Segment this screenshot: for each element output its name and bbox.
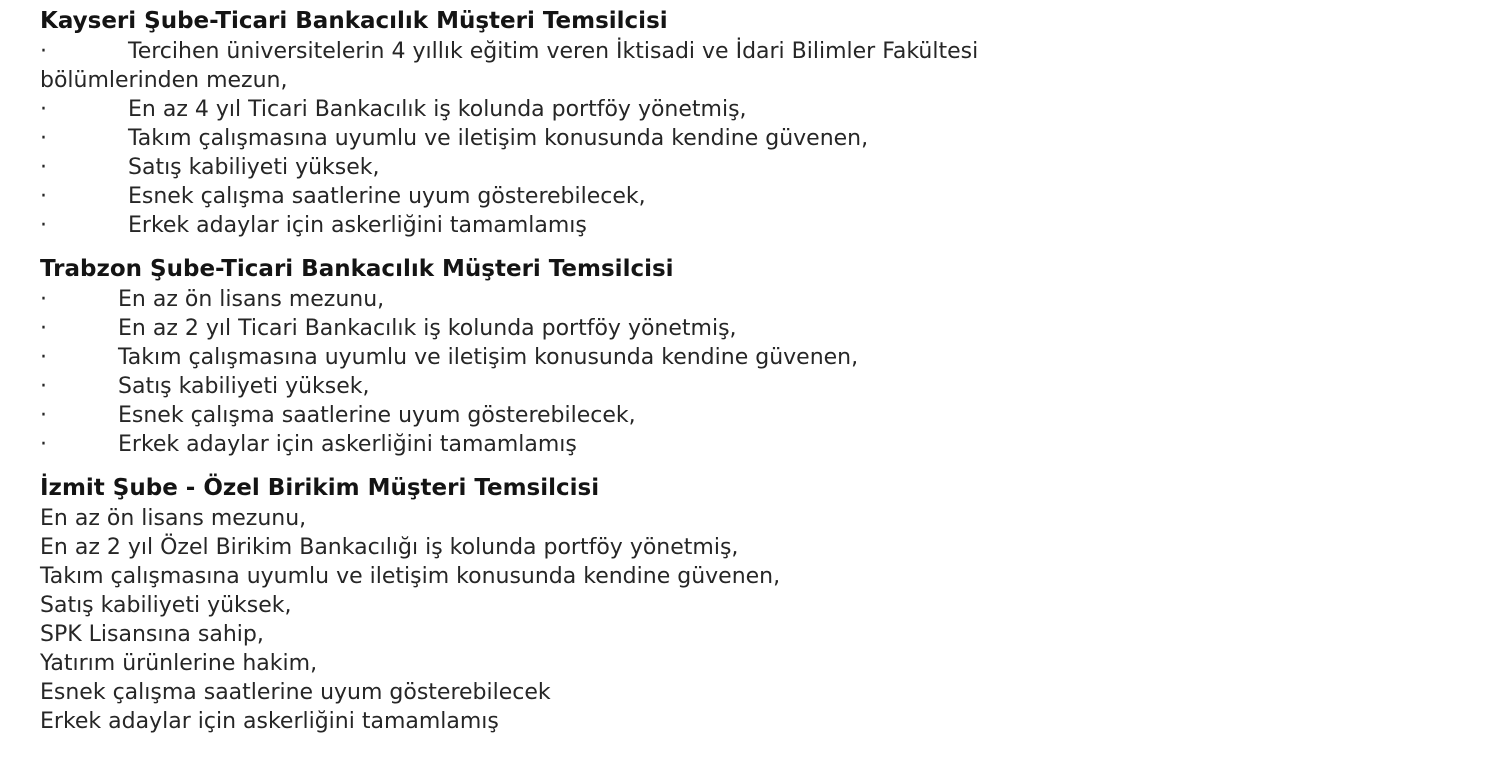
list-item — [40, 211, 1460, 240]
list-item-text: Erkek adaylar için askerliğini tamamlamış — [40, 709, 499, 734]
bullet-icon: · — [40, 403, 47, 428]
list-item — [40, 504, 1460, 533]
section-izmit — [40, 473, 1460, 736]
list-item-text: SPK Lisansına sahip, — [40, 622, 264, 647]
list-item — [40, 678, 1460, 707]
list-item — [40, 372, 1460, 401]
list-item-text: Satış kabiliyeti yüksek, — [40, 593, 292, 618]
bullet-icon: · — [40, 39, 47, 64]
list-item-text: En az ön lisans mezunu, — [40, 506, 307, 531]
list-item-text: Erkek adaylar için askerliğini tamamlamış — [128, 213, 587, 238]
section-title: İzmit Şube - Özel Birikim Müşteri Temsilcisi — [40, 475, 600, 501]
section-kayseri — [40, 6, 1460, 240]
list-item-text: Takım çalışmasına uyumlu ve iletişim konusunda kendine güvenen, — [128, 126, 869, 151]
bullet-icon: · — [40, 126, 47, 151]
list-item — [40, 124, 1460, 153]
list-item — [40, 707, 1460, 736]
list-item — [40, 591, 1460, 620]
list-item-text: Takım çalışmasına uyumlu ve iletişim konusunda kendine güvenen, — [40, 564, 781, 589]
section-title: Trabzon Şube-Ticari Bankacılık Müşteri Temsilcisi — [40, 256, 674, 282]
list-item-text: En az 4 yıl Ticari Bankacılık iş kolunda portföy yönetmiş, — [128, 97, 747, 122]
bullet-icon: · — [40, 287, 47, 312]
list-item — [40, 37, 1460, 66]
list-item-text: En az 2 yıl Ticari Bankacılık iş kolunda portföy yönetmiş, — [118, 316, 737, 341]
list-item — [40, 182, 1460, 211]
list-item-text: Esnek çalışma saatlerine uyum gösterebilecek — [40, 680, 551, 705]
list-item — [40, 95, 1460, 124]
job-postings-document — [40, 6, 1460, 750]
list-item-continuation: bölümlerinden mezun, — [40, 68, 288, 93]
list-item-text: En az 2 yıl Özel Birikim Bankacılığı iş kolunda portföy yönetmiş, — [40, 535, 739, 560]
list-item-text: Esnek çalışma saatlerine uyum gösterebilecek, — [128, 184, 646, 209]
list-item — [40, 562, 1460, 591]
bullet-icon: · — [40, 316, 47, 341]
list-item-text: Esnek çalışma saatlerine uyum gösterebilecek, — [118, 403, 636, 428]
list-item-text: Erkek adaylar için askerliğini tamamlamış — [118, 432, 577, 457]
section-title: Kayseri Şube-Ticari Bankacılık Müşteri Temsilcisi — [40, 8, 668, 34]
list-item — [40, 649, 1460, 678]
list-item-text: Satış kabiliyeti yüksek, — [118, 374, 370, 399]
bullet-icon: · — [40, 213, 47, 238]
bullet-icon: · — [40, 155, 47, 180]
list-item — [40, 533, 1460, 562]
section-trabzon — [40, 254, 1460, 459]
list-item-text: Satış kabiliyeti yüksek, — [128, 155, 380, 180]
bullet-icon: · — [40, 97, 47, 122]
list-item-text: En az ön lisans mezunu, — [118, 287, 385, 312]
list-item-text: Takım çalışmasına uyumlu ve iletişim konusunda kendine güvenen, — [118, 345, 859, 370]
list-item — [40, 314, 1460, 343]
bullet-icon: · — [40, 184, 47, 209]
list-item — [40, 153, 1460, 182]
list-item — [40, 620, 1460, 649]
bullet-icon: · — [40, 374, 47, 399]
bullet-icon: · — [40, 345, 47, 370]
list-item-text: Tercihen üniversitelerin 4 yıllık eğitim veren İktisadi ve İdari Bilimler Fakültesi — [128, 39, 979, 64]
list-item — [40, 430, 1460, 459]
list-item — [40, 343, 1460, 372]
list-item-text: Yatırım ürünlerine hakim, — [40, 651, 318, 676]
list-item — [40, 285, 1460, 314]
bullet-icon: · — [40, 432, 47, 457]
list-item — [40, 401, 1460, 430]
